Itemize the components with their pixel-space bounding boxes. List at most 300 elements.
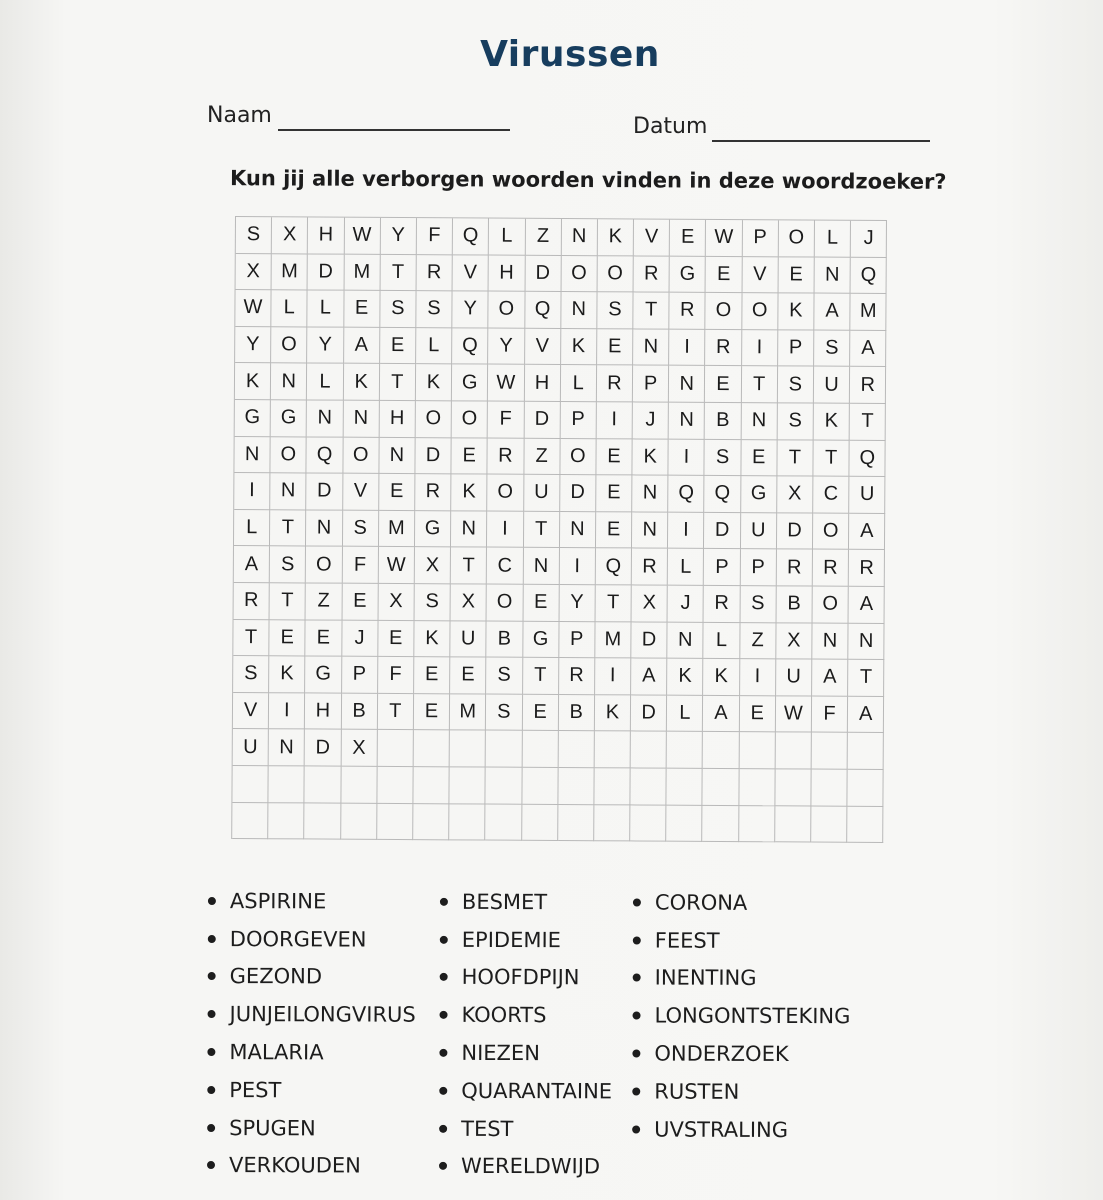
- grid-cell: H: [308, 217, 344, 254]
- grid-cell: E: [452, 438, 488, 475]
- grid-cell: [341, 767, 377, 804]
- grid-cell: A: [850, 331, 886, 368]
- grid-cell: [232, 766, 268, 803]
- word-label: BESMET: [461, 889, 548, 915]
- grid-cell: K: [451, 474, 487, 511]
- grid-cell: Y: [488, 328, 524, 365]
- grid-cell: [811, 769, 847, 806]
- bullet-icon: [440, 898, 448, 906]
- grid-cell: R: [415, 474, 451, 511]
- grid-cell: [558, 768, 594, 805]
- grid-cell: M: [850, 294, 886, 331]
- grid-cell: L: [668, 549, 704, 586]
- grid-cell: S: [486, 694, 522, 731]
- grid-cell: U: [849, 477, 885, 514]
- grid-cell: U: [814, 367, 850, 404]
- grid-cell: J: [633, 402, 669, 439]
- grid-cell: Q: [668, 476, 704, 513]
- grid-cell: J: [851, 221, 887, 258]
- grid-cell: G: [271, 400, 307, 437]
- grid-cell: O: [560, 439, 596, 476]
- bullet-icon: [207, 1048, 215, 1056]
- word-list-item: [208, 882, 440, 921]
- grid-cell: E: [523, 585, 559, 622]
- grid-cell: D: [307, 474, 343, 511]
- grid-cell: O: [561, 256, 597, 293]
- grid-cell: D: [525, 255, 561, 292]
- grid-cell: O: [271, 437, 307, 474]
- grid-cell: [522, 804, 558, 841]
- grid-cell: Y: [307, 327, 343, 364]
- grid-cell: T: [523, 658, 559, 695]
- bullet-icon: [439, 1087, 447, 1095]
- grid-cell: U: [741, 513, 777, 550]
- grid-cell: S: [597, 292, 633, 329]
- grid-cell: E: [522, 694, 558, 731]
- word-list-item: [208, 958, 440, 997]
- grid-cell: V: [233, 693, 269, 730]
- grid-cell: K: [667, 659, 703, 696]
- grid-cell: E: [414, 657, 450, 694]
- grid-cell: P: [560, 402, 596, 439]
- word-label: HOOFDPIJN: [461, 965, 580, 990]
- word-list-item: [207, 1033, 439, 1072]
- grid-cell: A: [848, 696, 884, 733]
- grid-cell: P: [740, 549, 776, 586]
- word-list-item: [440, 921, 633, 959]
- grid-cell: D: [631, 695, 667, 732]
- word-label: KOORTS: [461, 1003, 547, 1028]
- grid-cell: T: [850, 404, 886, 441]
- grid-cell: [667, 732, 703, 769]
- grid-cell: A: [849, 514, 885, 551]
- grid-cell: S: [233, 656, 269, 693]
- grid-cell: H: [379, 401, 415, 438]
- grid-cell: I: [669, 439, 705, 476]
- grid-cell: B: [776, 586, 812, 623]
- word-label: FEEST: [654, 928, 720, 953]
- word-label: INENTING: [654, 966, 757, 991]
- grid-cell: J: [342, 620, 378, 657]
- grid-cell: [558, 804, 594, 841]
- word-label: RUSTEN: [654, 1079, 740, 1104]
- grid-cell: Q: [453, 218, 489, 255]
- word-list-item: [207, 1109, 439, 1148]
- grid-cell: N: [271, 364, 307, 401]
- grid-cell: E: [414, 694, 450, 731]
- grid-cell: I: [487, 511, 523, 548]
- grid-cell: R: [813, 550, 849, 587]
- word-label: NIEZEN: [461, 1040, 540, 1066]
- grid-cell: E: [778, 257, 814, 294]
- bullet-icon: [208, 897, 216, 905]
- word-label: GEZOND: [229, 964, 323, 989]
- word-label: UVSTRALING: [654, 1117, 789, 1142]
- bullet-icon: [208, 972, 216, 980]
- grid-cell: S: [777, 403, 813, 440]
- grid-cell: Q: [596, 549, 632, 586]
- grid-cell: T: [270, 583, 306, 620]
- grid-cell: [413, 767, 449, 804]
- grid-cell: [486, 767, 522, 804]
- bullet-icon: [440, 973, 448, 981]
- bullet-icon: [632, 1125, 640, 1133]
- grid-cell: S: [486, 658, 522, 695]
- grid-cell: G: [452, 365, 488, 402]
- grid-cell: [450, 731, 486, 768]
- grid-cell: W: [488, 365, 524, 402]
- grid-cell: D: [305, 730, 341, 767]
- grid-cell: [486, 731, 522, 768]
- grid-cell: F: [488, 402, 524, 439]
- grid-cell: K: [778, 294, 814, 331]
- grid-cell: O: [343, 437, 379, 474]
- grid-cell: L: [815, 221, 851, 258]
- grid-cell: O: [813, 513, 849, 550]
- grid-cell: V: [634, 219, 670, 256]
- grid-cell: N: [269, 730, 305, 767]
- grid-cell: [414, 730, 450, 767]
- grid-cell: L: [704, 622, 740, 659]
- grid-cell: B: [341, 693, 377, 730]
- grid-cell: K: [414, 621, 450, 658]
- grid-cell: [594, 805, 630, 842]
- grid-cell: E: [706, 256, 742, 293]
- instruction-text: Kun jij alle verborgen woorden vinden in deze woordzoeker?: [229, 166, 947, 194]
- grid-cell: [341, 803, 377, 840]
- grid-cell: [848, 770, 884, 807]
- grid-cell: R: [704, 586, 740, 623]
- grid-cell: I: [269, 693, 305, 730]
- grid-cell: X: [341, 730, 377, 767]
- grid-cell: E: [450, 657, 486, 694]
- grid-cell: N: [523, 548, 559, 585]
- grid-cell: N: [668, 622, 704, 659]
- grid-cell: L: [272, 290, 308, 327]
- grid-cell: H: [305, 693, 341, 730]
- grid-cell: R: [234, 583, 270, 620]
- grid-cell: C: [487, 548, 523, 585]
- grid-cell: Y: [452, 292, 488, 329]
- grid-cell: N: [307, 400, 343, 437]
- grid-cell: H: [524, 365, 560, 402]
- bullet-icon: [633, 936, 641, 944]
- grid-cell: G: [741, 476, 777, 513]
- word-list-item: [440, 958, 633, 996]
- grid-cell: V: [525, 329, 561, 366]
- word-list-item: [632, 1035, 872, 1074]
- word-list-item: [440, 883, 633, 921]
- grid-cell: Q: [851, 257, 887, 294]
- grid-cell: [268, 803, 304, 840]
- grid-cell: G: [523, 621, 559, 658]
- grid-cell: [739, 732, 775, 769]
- grid-cell: [630, 805, 666, 842]
- grid-cell: R: [634, 256, 670, 293]
- grid-cell: N: [270, 473, 306, 510]
- grid-cell: G: [415, 511, 451, 548]
- bullet-icon: [439, 1049, 447, 1057]
- grid-cell: L: [561, 365, 597, 402]
- grid-cell: X: [378, 584, 414, 621]
- grid-cell: I: [597, 402, 633, 439]
- word-label: EPIDEMIE: [461, 927, 561, 952]
- grid-cell: Q: [452, 328, 488, 365]
- grid-cell: F: [417, 218, 453, 255]
- grid-cell: [558, 731, 594, 768]
- word-list-item: [439, 1110, 632, 1148]
- word-label: SPUGEN: [229, 1115, 316, 1141]
- bullet-icon: [207, 1161, 215, 1169]
- grid-cell: L: [489, 219, 525, 256]
- grid-cell: A: [849, 587, 885, 624]
- grid-cell: I: [740, 659, 776, 696]
- grid-cell: Q: [307, 437, 343, 474]
- grid-cell: [703, 769, 739, 806]
- word-list-item: [207, 995, 439, 1034]
- grid-cell: E: [705, 366, 741, 403]
- grid-cell: I: [668, 512, 704, 549]
- grid-cell: E: [344, 291, 380, 328]
- word-list-item: [439, 1072, 632, 1110]
- grid-cell: K: [235, 363, 271, 400]
- grid-cell: R: [670, 293, 706, 330]
- grid-cell: [775, 769, 811, 806]
- word-label: DOORGEVEN: [229, 926, 367, 952]
- grid-cell: [667, 769, 703, 806]
- grid-cell: O: [487, 584, 523, 621]
- grid-cell: T: [848, 660, 884, 697]
- grid-cell: M: [344, 254, 380, 291]
- word-label: ONDERZOEK: [654, 1041, 789, 1067]
- grid-cell: O: [489, 292, 525, 329]
- grid-cell: F: [812, 696, 848, 733]
- grid-cell: [630, 768, 666, 805]
- grid-cell: L: [416, 328, 452, 365]
- grid-cell: L: [308, 291, 344, 328]
- grid-cell: K: [704, 659, 740, 696]
- name-label: Naam: [207, 103, 272, 128]
- grid-cell: W: [379, 547, 415, 584]
- grid-cell: U: [450, 621, 486, 658]
- grid-cell: [666, 805, 702, 842]
- bullet-icon: [439, 1162, 447, 1170]
- grid-cell: N: [812, 623, 848, 660]
- date-label: Datum: [633, 114, 708, 139]
- grid-cell: R: [706, 330, 742, 367]
- grid-cell: E: [596, 512, 632, 549]
- word-list-item: [633, 883, 873, 922]
- grid-cell: N: [234, 437, 270, 474]
- grid-cell: H: [489, 255, 525, 292]
- grid-cell: B: [705, 403, 741, 440]
- grid-cell: A: [234, 546, 270, 583]
- grid-cell: D: [631, 622, 667, 659]
- bullet-icon: [632, 1050, 640, 1058]
- grid-cell: K: [269, 656, 305, 693]
- grid-cell: E: [306, 620, 342, 657]
- grid-cell: P: [704, 549, 740, 586]
- grid-cell: [739, 806, 775, 843]
- grid-cell: Z: [740, 623, 776, 660]
- bullet-icon: [633, 898, 641, 906]
- grid-cell: Q: [705, 476, 741, 513]
- grid-cell: M: [272, 254, 308, 291]
- grid-cell: [377, 803, 413, 840]
- grid-cell: T: [380, 254, 416, 291]
- grid-cell: Y: [559, 585, 595, 622]
- word-list-item: [632, 1072, 872, 1111]
- word-list-item: [207, 1147, 439, 1186]
- grid-cell: R: [849, 550, 885, 587]
- grid-cell: X: [777, 476, 813, 513]
- grid-cell: O: [306, 547, 342, 584]
- grid-cell: A: [631, 659, 667, 696]
- grid-cell: D: [777, 513, 813, 550]
- word-list-item: [633, 921, 873, 960]
- grid-cell: R: [559, 658, 595, 695]
- grid-cell: E: [596, 475, 632, 512]
- grid-cell: N: [632, 512, 668, 549]
- grid-cell: I: [669, 329, 705, 366]
- grid-cell: [775, 733, 811, 770]
- bullet-icon: [208, 935, 216, 943]
- word-label: PEST: [229, 1077, 282, 1103]
- grid-cell: N: [306, 510, 342, 547]
- bullet-icon: [440, 935, 448, 943]
- word-list: [207, 882, 873, 1187]
- date-line: [712, 140, 930, 142]
- grid-cell: X: [272, 217, 308, 254]
- grid-cell: T: [633, 293, 669, 330]
- grid-cell: T: [813, 440, 849, 477]
- grid-cell: E: [739, 696, 775, 733]
- grid-cell: S: [270, 547, 306, 584]
- grid-cell: Z: [306, 583, 342, 620]
- word-list-item: [207, 1071, 439, 1110]
- grid-cell: [739, 769, 775, 806]
- grid-cell: R: [597, 366, 633, 403]
- grid-cell: U: [776, 659, 812, 696]
- grid-cell: F: [342, 547, 378, 584]
- grid-cell: M: [595, 622, 631, 659]
- bullet-icon: [633, 974, 641, 982]
- grid-cell: E: [596, 439, 632, 476]
- grid-cell: T: [233, 620, 269, 657]
- grid-cell: A: [812, 660, 848, 697]
- grid-cell: [377, 730, 413, 767]
- grid-cell: K: [343, 364, 379, 401]
- grid-cell: K: [632, 439, 668, 476]
- bullet-icon: [207, 1086, 215, 1094]
- grid-cell: R: [632, 549, 668, 586]
- grid-cell: [594, 768, 630, 805]
- grid-cell: L: [307, 364, 343, 401]
- grid-cell: O: [779, 220, 815, 257]
- grid-cell: F: [378, 657, 414, 694]
- grid-cell: E: [269, 620, 305, 657]
- grid-cell: X: [451, 584, 487, 621]
- grid-cell: W: [344, 218, 380, 255]
- grid-cell: I: [595, 658, 631, 695]
- grid-cell: S: [778, 367, 814, 404]
- grid-cell: [847, 806, 883, 843]
- grid-cell: [522, 768, 558, 805]
- grid-cell: S: [380, 291, 416, 328]
- grid-cell: K: [598, 219, 634, 256]
- grid-cell: G: [670, 256, 706, 293]
- name-line: [278, 129, 510, 131]
- grid-cell: W: [776, 696, 812, 733]
- grid-cell: E: [342, 584, 378, 621]
- grid-cell: E: [380, 328, 416, 365]
- grid-cell: Y: [235, 327, 271, 364]
- grid-cell: [232, 802, 268, 839]
- grid-cell: P: [342, 657, 378, 694]
- grid-cell: N: [560, 512, 596, 549]
- grid-cell: P: [559, 622, 595, 659]
- worksheet-title: Virussen: [480, 34, 660, 75]
- grid-cell: O: [813, 586, 849, 623]
- grid-cell: [305, 766, 341, 803]
- word-label: JUNJEILONGVIRUS: [229, 1002, 416, 1028]
- grid-cell: N: [741, 403, 777, 440]
- grid-cell: M: [450, 694, 486, 731]
- grid-cell: [522, 731, 558, 768]
- grid-cell: [595, 732, 631, 769]
- grid-cell: O: [597, 256, 633, 293]
- grid-cell: T: [451, 548, 487, 585]
- word-label: WERELDWIJD: [460, 1154, 601, 1179]
- grid-cell: O: [742, 293, 778, 330]
- grid-cell: U: [233, 729, 269, 766]
- grid-cell: Y: [381, 218, 417, 255]
- grid-cell: B: [487, 621, 523, 658]
- grid-cell: [450, 767, 486, 804]
- grid-cell: G: [305, 657, 341, 694]
- grid-cell: B: [559, 695, 595, 732]
- grid-cell: X: [415, 547, 451, 584]
- grid-cell: K: [561, 329, 597, 366]
- grid-cell: L: [667, 695, 703, 732]
- bullet-icon: [632, 1087, 640, 1095]
- grid-cell: X: [236, 254, 272, 291]
- grid-cell: O: [452, 401, 488, 438]
- grid-cell: R: [488, 438, 524, 475]
- grid-cell: E: [597, 329, 633, 366]
- word-label: CORONA: [654, 890, 748, 915]
- bullet-icon: [633, 1012, 641, 1020]
- grid-cell: N: [633, 329, 669, 366]
- grid-cell: N: [343, 401, 379, 438]
- grid-cell: N: [669, 403, 705, 440]
- grid-cell: [413, 804, 449, 841]
- word-list-item: [633, 959, 873, 998]
- grid-cell: C: [813, 477, 849, 514]
- grid-cell: X: [632, 585, 668, 622]
- grid-cell: W: [706, 220, 742, 257]
- grid-cell: Z: [524, 438, 560, 475]
- word-list-item: [632, 1110, 872, 1149]
- word-label: QUARANTAINE: [461, 1078, 613, 1104]
- grid-cell: M: [379, 511, 415, 548]
- grid-cell: I: [559, 548, 595, 585]
- grid-cell: E: [670, 220, 706, 257]
- bullet-icon: [208, 1010, 216, 1018]
- grid-cell: T: [595, 585, 631, 622]
- word-search-grid: [231, 216, 887, 843]
- grid-cell: N: [561, 292, 597, 329]
